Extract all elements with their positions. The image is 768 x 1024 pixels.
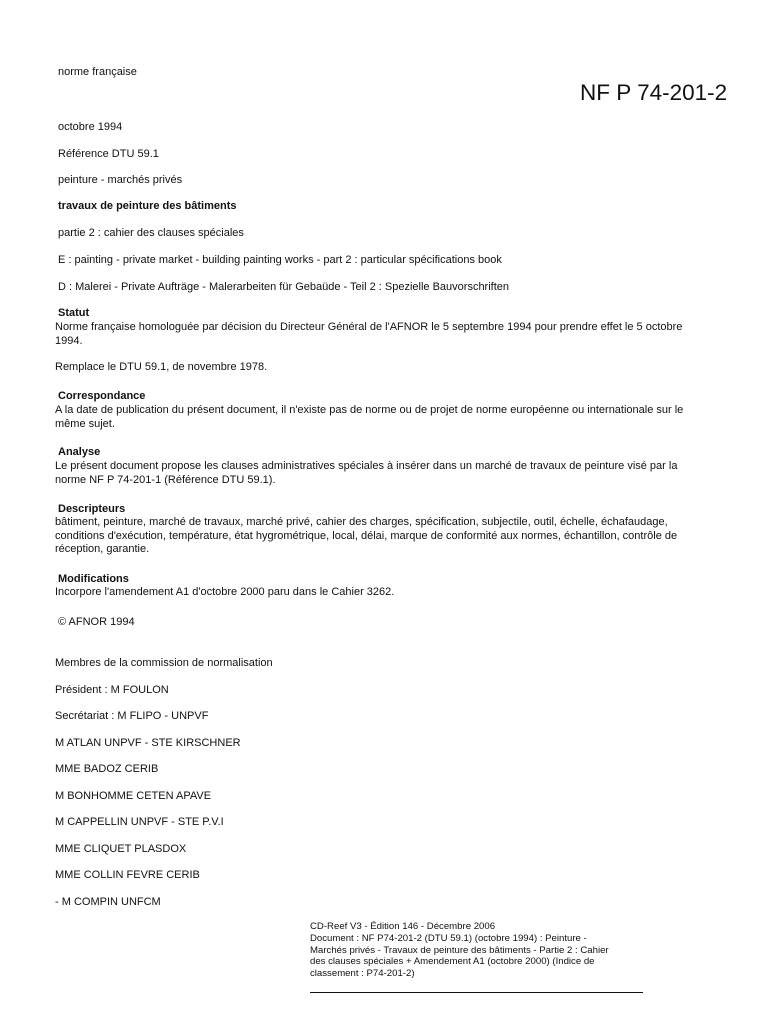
statut-heading: Statut [58, 307, 90, 319]
correspondance-text [55, 404, 725, 431]
footer-line: des clauses spéciales + Amendement A1 (octobre 2000) (Indice de [310, 956, 595, 968]
descripteurs-line-2: conditions d'exécution, température, état hygrométrique, local, délai, marque de conformité aux normes, échantillon, contrôle de [55, 529, 678, 542]
statut-line-1: Norme française homologuée par décision du Directeur Général de l'AFNOR le 5 septembre 1994 pour prendre effet le 5 octobre [55, 321, 683, 333]
footer-line: classement : P74-201-2) [310, 968, 415, 980]
document-code: NF P 74-201-2 [580, 80, 728, 105]
modifications-line-1: Incorpore l'amendement A1 d'octobre 2000 paru dans le Cahier 3262. [55, 586, 395, 598]
modifications-heading: Modifications [58, 573, 129, 585]
commission-title: Membres de la commission de normalisation [55, 657, 273, 669]
norm-type: norme française [58, 66, 137, 78]
commission-member: MME COLLIN FEVRE CERIB [55, 869, 200, 881]
footer-divider [310, 992, 643, 993]
descripteurs-line-3: réception, garantie. [55, 543, 150, 555]
commission-member: M ATLAN UNPVF - STE KIRSCHNER [55, 737, 241, 749]
document-title: travaux de peinture des bâtiments [58, 200, 237, 212]
commission-member: MME CLIQUET PLASDOX [55, 843, 187, 855]
statut-line-2: 1994. [55, 334, 83, 347]
commission-member: Secrétariat : M FLIPO - UNPVF [55, 710, 209, 722]
english-title: E : painting - private market - building painting works - part 2 : particular spécifications book [58, 254, 502, 266]
analyse-heading: Analyse [58, 446, 101, 458]
footer-line: Marchés privés - Travaux de peinture des bâtiments - Partie 2 : Cahier [310, 944, 609, 956]
statut-replaces: Remplace le DTU 59.1, de novembre 1978. [55, 361, 268, 373]
dtu-reference: Référence DTU 59.1 [58, 148, 159, 160]
commission-member: - M COMPIN UNFCM [55, 896, 161, 908]
document-part: partie 2 : cahier des clauses spéciales [58, 227, 244, 239]
commission-member: MME BADOZ CERIB [55, 763, 159, 775]
publication-date: octobre 1994 [58, 121, 123, 133]
modifications-text [55, 586, 725, 600]
german-title: D : Malerei - Private Aufträge - Malerarbeiten für Gebaüde - Teil 2 : Spezielle Bauvorschriften [58, 281, 510, 293]
footer-line: CD-Reef V3 - Édition 146 - Décembre 2006 [310, 921, 496, 932]
analyse-line-1: Le présent document propose les clauses administratives spéciales à insérer dans un marché de travaux de peinture visé par la [55, 460, 678, 472]
descripteurs-heading: Descripteurs [58, 503, 126, 515]
footer-line: Document : NF P74-201-2 (DTU 59.1) (octobre 1994) : Peinture - [310, 932, 587, 944]
correspondance-heading: Correspondance [58, 390, 146, 402]
statut-text [55, 321, 725, 348]
descripteurs-line-1: bâtiment, peinture, marché de travaux, marché privé, cahier des charges, spécification, subjectile, outil, échelle, échafaudage, [55, 516, 668, 528]
analyse-line-2: norme NF P 74-201-1 (Référence DTU 59.1). [55, 473, 276, 486]
commission-member: M CAPPELLIN UNPVF - STE P.V.I [55, 816, 224, 828]
document-subject: peinture - marchés privés [58, 174, 183, 186]
descripteurs-text [55, 516, 725, 557]
commission-member: M BONHOMME CETEN APAVE [55, 790, 212, 802]
commission-member: Président : M FOULON [55, 684, 169, 696]
correspondance-line-1: A la date de publication du présent document, il n'existe pas de norme ou de projet de norme européenne ou internationale sur le [55, 404, 684, 416]
footer-reference [310, 921, 640, 980]
copyright: © AFNOR 1994 [58, 616, 135, 628]
analyse-text [55, 460, 725, 487]
correspondance-line-2: même sujet. [55, 417, 115, 430]
